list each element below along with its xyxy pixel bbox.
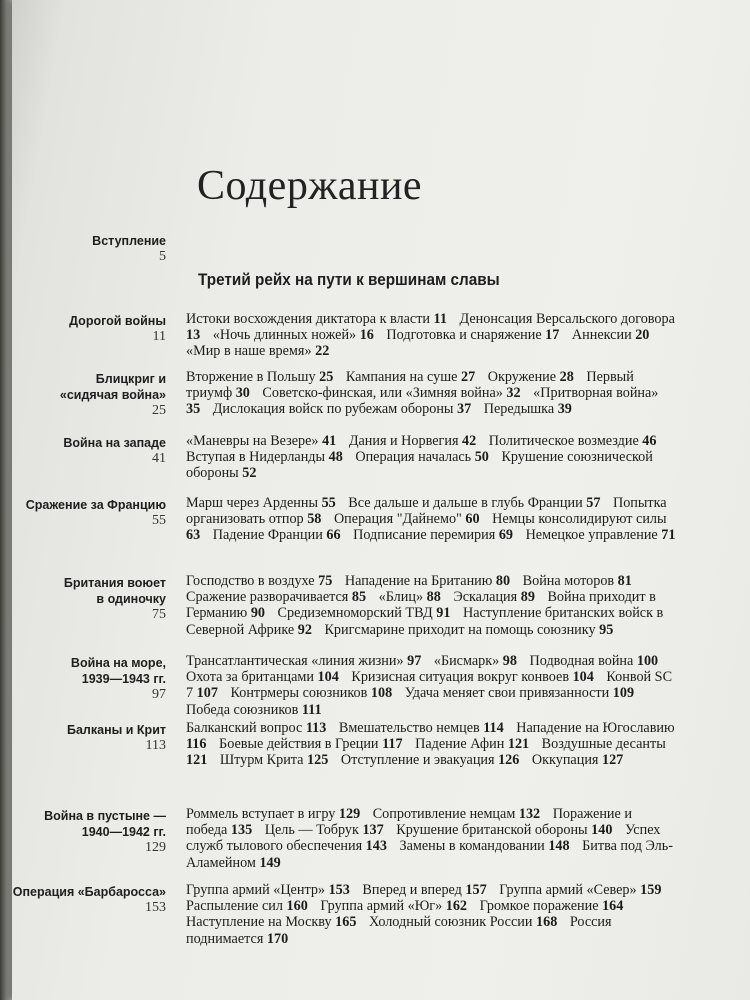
subtopic-title: Крушение союзнической обороны: [186, 449, 653, 482]
chapter-label: Операция «Барбаросса»: [12, 885, 166, 899]
subtopic-title: Поражение и победа: [186, 806, 632, 839]
chapter-subtopics: [186, 720, 676, 769]
subtopic-title: Операция началась: [355, 449, 472, 466]
subtopic-title: Немцы консолидируют силы: [492, 511, 667, 528]
subtopic-item: [219, 736, 403, 752]
subtopic-item: [434, 653, 517, 669]
subtopic-page: 168: [536, 914, 558, 931]
subtopic-page: 13: [186, 327, 201, 344]
subtopic-page: 114: [483, 720, 504, 736]
chapter-page: 55: [152, 513, 166, 528]
subtopic-title: Наступление на Москву: [186, 914, 332, 931]
subtopic-page: 17: [545, 327, 560, 344]
subtopic-page: 11: [433, 311, 447, 327]
subtopic-page: 63: [186, 527, 201, 544]
subtopic-page: 90: [250, 605, 265, 622]
subtopic-title: Наступление британских войск в Северной Африке: [186, 605, 664, 638]
subtopic-title: Война приходит в Германию: [186, 589, 656, 622]
subtopic-item: [213, 401, 471, 417]
chapter-subtopics: [186, 806, 676, 871]
subtopic-page: 143: [365, 838, 387, 855]
subtopic-page: 57: [586, 495, 601, 511]
subtopic-title: Вперед и вперед: [362, 882, 462, 898]
subtopic-item: [186, 669, 339, 685]
subtopic-title: Кризисная ситуация вокруг конвоев: [351, 669, 570, 686]
subtopic-page: 69: [498, 527, 514, 544]
subtopic-page: 80: [495, 573, 511, 589]
subtopic-title: Дислокация войск по рубежам обороны: [212, 401, 454, 418]
subtopic-page: 25: [319, 369, 334, 385]
subtopic-item: [532, 752, 623, 768]
subtopic-title: Средиземноморский ТВД: [277, 605, 433, 622]
subtopic-title: Холодный союзник России: [368, 914, 533, 931]
chapter-heading: [69, 313, 166, 345]
subtopic-title: Падение Афин: [415, 736, 505, 753]
subtopic-page: 88: [426, 589, 441, 606]
subtopic-page: 129: [338, 806, 361, 822]
chapter-page: 129: [145, 840, 166, 855]
subtopic-page: 52: [242, 465, 257, 482]
subtopic-title: Кригсмарине приходит на помощь союзнику: [324, 621, 596, 638]
subtopic-page: 95: [599, 621, 614, 638]
subtopic-item: [230, 685, 392, 701]
subtopic-item: [339, 720, 504, 736]
subtopic-page: 132: [518, 806, 541, 822]
subtopic-title: «Притворная война»: [533, 385, 659, 402]
subtopic-item: [400, 838, 570, 854]
subtopic-title: Подводная война: [529, 653, 634, 669]
subtopic-item: [320, 898, 467, 914]
book-page: [12, 0, 750, 1000]
subtopic-page: 60: [465, 511, 480, 528]
subtopic-item: [386, 327, 559, 343]
subtopic-page: 37: [457, 401, 472, 418]
subtopic-title: Сопротивление немцам: [372, 806, 516, 822]
subtopic-page: 35: [186, 401, 201, 418]
subtopic-title: Вступая в Нидерланды: [186, 449, 326, 466]
subtopic-item: [480, 898, 624, 914]
subtopic-page: 28: [559, 369, 574, 385]
subtopic-title: Денонсация Версальского договора: [459, 311, 675, 327]
chapter-heading: [44, 808, 166, 856]
subtopic-page: 127: [601, 752, 624, 769]
subtopic-title: Политическое возмездие: [488, 433, 639, 449]
subtopic-title: Группа армий «Юг»: [320, 898, 443, 915]
chapter-subtopics: [186, 573, 676, 638]
subtopic-item: [324, 622, 613, 638]
subtopic-title: «Маневры на Везере»: [186, 433, 319, 449]
subtopic-item: [526, 527, 676, 543]
chapter-label: 1940—1942 гг.: [81, 825, 166, 839]
subtopic-title: Цель — Тобрук: [264, 822, 359, 839]
chapter-label: в одиночку: [96, 592, 166, 606]
subtopic-page: 108: [370, 685, 393, 702]
subtopic-item: [265, 822, 384, 838]
chapter-page: 153: [145, 900, 166, 915]
subtopic-item: [453, 589, 535, 605]
subtopic-item: [499, 882, 661, 898]
subtopic-title: Попытка организовать отпор: [186, 495, 667, 528]
subtopic-item: [488, 369, 574, 385]
subtopic-title: Конвой SC 7: [186, 669, 673, 702]
subtopic-item: [396, 822, 612, 838]
subtopic-page: 55: [321, 495, 336, 511]
chapter-page: 75: [152, 607, 166, 622]
subtopic-title: Подготовка и снаряжение: [386, 327, 542, 344]
subtopic-item: [186, 882, 350, 898]
subtopic-item: [348, 495, 600, 511]
subtopic-page: 170: [266, 930, 289, 947]
subtopic-page: 125: [307, 752, 329, 769]
subtopic-page: 22: [315, 343, 330, 360]
subtopic-item: [405, 685, 634, 701]
subtopic-title: Истоки восхождения диктатора к власти: [186, 311, 430, 327]
subtopic-page: 97: [407, 653, 422, 669]
subtopic-item: [523, 573, 632, 589]
subtopic-item: [186, 898, 308, 914]
subtopic-page: 48: [328, 449, 343, 466]
subtopic-item: [345, 573, 510, 589]
section-title: Третий рейх на пути к вершинам славы: [198, 270, 500, 289]
subtopic-title: Оккупация: [531, 752, 599, 769]
chapter-label: Война в пустыне —: [44, 809, 166, 823]
chapter-label: Война на западе: [63, 436, 166, 450]
subtopic-page: 46: [642, 433, 657, 449]
chapter-subtopics: [186, 653, 676, 718]
subtopic-title: Аннексии: [571, 327, 632, 344]
subtopic-title: Балканский вопрос: [186, 720, 303, 736]
subtopic-item: [346, 369, 475, 385]
subtopic-title: «Мир в наше время»: [186, 343, 312, 360]
subtopic-title: Первый триумф: [186, 369, 634, 402]
subtopic-title: Все дальше и дальше в глубь Франции: [348, 495, 583, 511]
subtopic-item: [353, 527, 513, 543]
subtopic-title: Дания и Норвегия: [348, 433, 459, 449]
chapter-label: Сражение за Францию: [25, 498, 166, 512]
subtopic-page: 111: [301, 701, 322, 718]
subtopic-title: Крушение британской обороны: [396, 822, 588, 839]
subtopic-page: 107: [196, 685, 218, 702]
subtopic-title: «Бисмарк»: [433, 653, 500, 669]
subtopic-page: 66: [326, 527, 341, 544]
subtopic-item: [355, 449, 489, 465]
subtopic-title: Немецкое управление: [525, 527, 658, 544]
subtopic-title: Удача меняет свои привязанности: [404, 685, 610, 702]
subtopic-title: Битва под Эль-Аламейном: [186, 838, 673, 871]
chapter-label: Блицкриг и: [95, 372, 166, 386]
chapter-label: «сидячая война»: [59, 388, 166, 402]
subtopic-item: [373, 806, 540, 822]
subtopic-item: [186, 343, 329, 359]
subtopic-page: 75: [318, 573, 333, 589]
subtopic-item: [186, 720, 326, 736]
subtopic-page: 85: [351, 589, 367, 606]
subtopic-page: 32: [506, 385, 521, 402]
subtopic-title: Громкое поражение: [479, 898, 599, 915]
subtopic-title: Нападение на Британию: [344, 573, 493, 589]
subtopic-title: Сражение разворачивается: [186, 589, 349, 606]
subtopic-page: 104: [317, 669, 339, 686]
subtopic-item: [262, 385, 520, 401]
subtopic-item: [220, 752, 328, 768]
subtopic-title: Вмешательство немцев: [338, 720, 480, 736]
subtopic-page: 58: [307, 511, 322, 528]
subtopic-page: 81: [617, 573, 632, 589]
subtopic-page: 41: [322, 433, 337, 449]
chapter-page: 41: [152, 451, 166, 466]
chapter-heading: [26, 497, 166, 529]
subtopic-item: [186, 449, 343, 465]
subtopic-item: [186, 573, 332, 589]
subtopic-title: Господство в воздухе: [186, 573, 315, 589]
subtopic-title: Падение Франции: [212, 527, 323, 544]
subtopic-title: «Блиц»: [378, 589, 424, 606]
page-title: Содержание: [197, 163, 423, 209]
subtopic-page: 137: [362, 822, 384, 839]
intro-label: Вступление: [92, 234, 166, 248]
subtopic-title: Подписание перемирия: [353, 527, 496, 544]
subtopic-page: 109: [612, 685, 635, 702]
chapter-subtopics: [186, 495, 676, 544]
subtopic-title: Марш через Арденны: [186, 495, 319, 511]
subtopic-title: Контрмеры союзников: [230, 685, 368, 702]
subtopic-title: Роммель вступает в игру: [186, 806, 336, 822]
chapter-page: 11: [152, 329, 166, 344]
subtopic-title: Нападение на Югославию: [516, 720, 675, 736]
subtopic-title: Россия поднимается: [186, 914, 612, 947]
subtopic-item: [213, 527, 341, 543]
subtopic-title: Советско-финская, или «Зимняя война»: [262, 385, 503, 402]
subtopic-item: [186, 589, 366, 605]
subtopic-page: 91: [436, 605, 451, 622]
subtopic-page: 116: [186, 736, 207, 753]
subtopic-page: 117: [382, 736, 403, 753]
subtopic-item: [186, 369, 333, 385]
subtopic-item: [379, 589, 441, 605]
subtopic-title: «Ночь длинных ножей»: [212, 327, 357, 344]
subtopic-item: [186, 433, 336, 449]
subtopic-item: [484, 401, 572, 417]
subtopic-page: 121: [507, 736, 530, 753]
subtopic-item: [572, 327, 649, 343]
subtopic-page: 165: [335, 914, 357, 931]
subtopic-item: [186, 806, 360, 822]
chapter-page: 25: [152, 403, 166, 418]
subtopic-title: Кампания на суше: [345, 369, 458, 385]
subtopic-page: 50: [474, 449, 489, 466]
chapter-heading: [63, 435, 166, 467]
subtopic-item: [278, 605, 451, 621]
subtopic-item: [186, 702, 322, 718]
subtopic-page: 30: [235, 385, 250, 402]
subtopic-title: Замены в командовании: [399, 838, 545, 855]
subtopic-page: 100: [636, 653, 659, 669]
subtopic-title: Трансатлантическая «линия жизни»: [186, 653, 404, 669]
subtopic-page: 92: [297, 621, 312, 638]
subtopic-page: 39: [557, 401, 572, 418]
subtopic-item: [369, 914, 557, 930]
subtopic-page: 27: [460, 369, 476, 385]
subtopic-page: 160: [286, 898, 308, 915]
chapter-subtopics: [186, 311, 676, 360]
subtopic-item: [186, 495, 336, 511]
subtopic-item: [415, 736, 529, 752]
chapter-heading: [71, 655, 166, 703]
subtopic-title: Штурм Крита: [219, 752, 304, 769]
subtopic-page: 149: [259, 854, 281, 871]
subtopic-page: 104: [572, 669, 594, 686]
subtopic-page: 89: [520, 589, 535, 606]
subtopic-page: 113: [305, 720, 327, 736]
subtopic-item: [186, 914, 356, 930]
subtopic-page: 162: [445, 898, 468, 915]
subtopic-title: Победа союзников: [186, 701, 299, 718]
chapter-label: 1939—1943 гг.: [81, 672, 166, 686]
subtopic-title: Группа армий «Север»: [499, 882, 637, 898]
subtopic-page: 126: [498, 752, 520, 769]
subtopic-title: Окружение: [487, 369, 557, 385]
chapter-label: Балканы и Крит: [66, 723, 166, 737]
chapter-page: 113: [145, 738, 166, 753]
subtopic-page: 20: [635, 327, 650, 344]
subtopic-title: Боевые действия в Греции: [219, 736, 379, 753]
subtopic-page: 159: [640, 882, 662, 898]
subtopic-title: Операция "Дайнемо": [333, 511, 462, 528]
subtopic-title: Группа армий «Центр»: [186, 882, 326, 898]
subtopic-title: Охота за британцами: [186, 669, 314, 686]
subtopic-page: 164: [602, 898, 624, 915]
subtopic-title: Передышка: [483, 401, 555, 418]
chapter-heading: [67, 722, 166, 754]
subtopic-page: 121: [186, 752, 208, 769]
subtopic-title: Вторжение в Польшу: [186, 369, 316, 385]
subtopic-page: 153: [328, 882, 350, 898]
subtopic-item: [351, 669, 593, 685]
subtopic-title: Успех служб тылового обеспечения: [186, 822, 661, 855]
book-gutter: [0, 0, 12, 1000]
subtopic-page: 157: [465, 882, 487, 898]
subtopic-item: [349, 433, 476, 449]
chapter-subtopics: [186, 882, 676, 947]
subtopic-title: Война моторов: [522, 573, 615, 589]
subtopic-page: 71: [661, 527, 676, 544]
subtopic-title: Эскалация: [453, 589, 518, 606]
chapter-heading: [64, 575, 166, 623]
subtopic-title: Отступление и эвакуация: [340, 752, 495, 769]
chapter-label: Британия воюет: [63, 576, 166, 590]
chapter-heading: [13, 884, 166, 916]
subtopic-item: [530, 653, 659, 669]
chapter-page: 97: [152, 687, 166, 702]
subtopic-page: 148: [548, 838, 570, 855]
subtopic-item: [489, 433, 657, 449]
subtopic-item: [186, 311, 447, 327]
chapter-heading: [60, 371, 166, 419]
subtopic-page: 140: [591, 822, 613, 839]
chapter-label: Дорогой войны: [69, 314, 166, 328]
subtopic-item: [341, 752, 520, 768]
subtopic-page: 42: [462, 433, 477, 449]
subtopic-item: [186, 653, 421, 669]
intro-page: 5: [159, 249, 166, 264]
chapter-label: Война на море,: [70, 656, 166, 670]
subtopic-item: [213, 327, 374, 343]
intro-entry: [92, 233, 166, 265]
subtopic-title: Воздушные десанты: [541, 736, 666, 753]
subtopic-item: [362, 882, 486, 898]
subtopic-page: 16: [359, 327, 374, 344]
subtopic-title: Распыление сил: [186, 898, 283, 915]
chapter-subtopics: [186, 369, 676, 418]
subtopic-page: 98: [502, 653, 517, 669]
subtopic-item: [334, 511, 480, 527]
subtopic-page: 135: [230, 822, 253, 839]
chapter-subtopics: [186, 433, 676, 482]
